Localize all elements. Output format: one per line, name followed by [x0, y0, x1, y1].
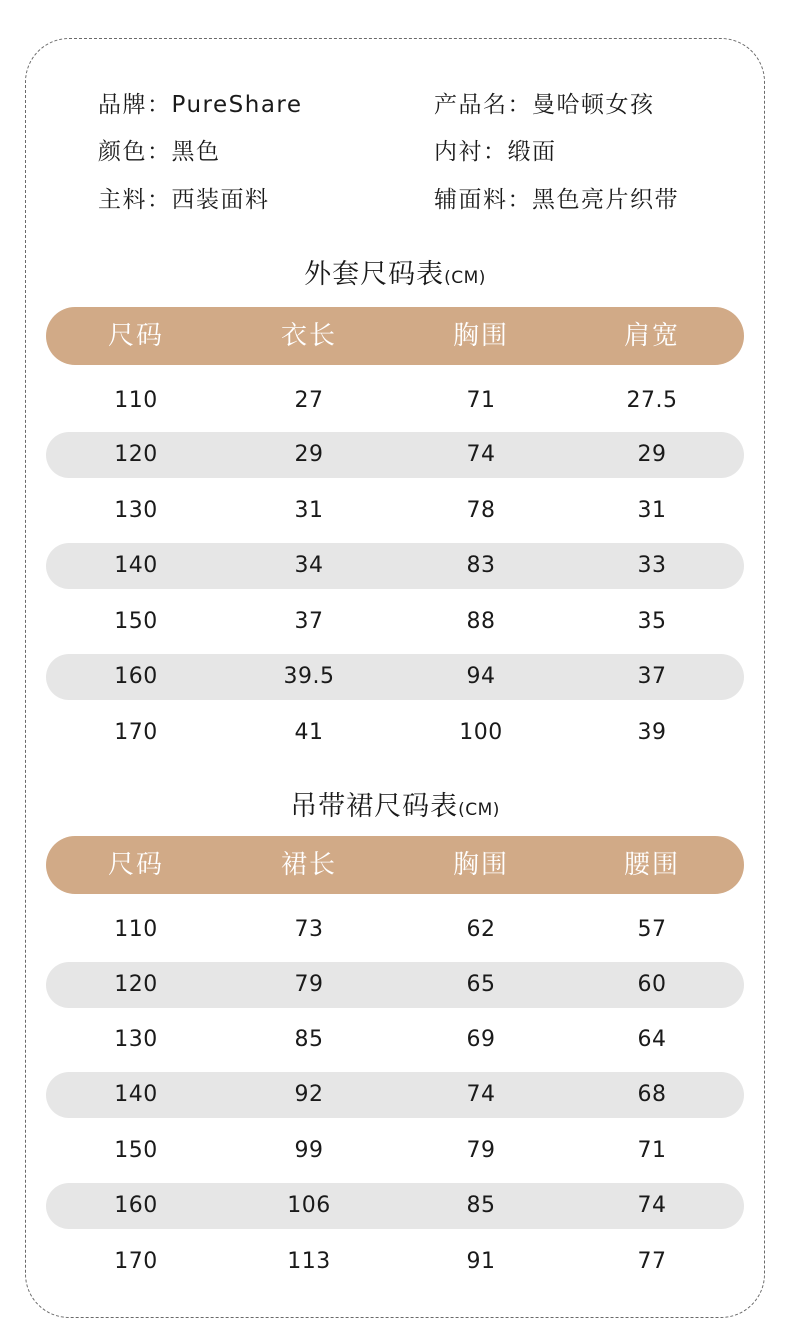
table-cell: 27.5 [626, 388, 678, 413]
main-fabric-label: 主料： [98, 187, 172, 213]
coat-header-size: 尺码 [107, 321, 164, 351]
table-cell: 64 [637, 1027, 667, 1052]
table-cell: 62 [466, 917, 496, 942]
color-value: 黑色 [171, 139, 221, 165]
table-cell: 120 [114, 442, 158, 467]
color-info [98, 135, 221, 169]
table-cell: 79 [466, 1138, 496, 1163]
dress-table-row [46, 1072, 744, 1118]
table-cell: 88 [466, 609, 496, 634]
table-cell: 130 [114, 498, 158, 523]
table-cell: 29 [294, 442, 324, 467]
table-cell: 106 [287, 1193, 331, 1218]
table-cell: 170 [114, 720, 158, 745]
info-row-brand [98, 88, 738, 122]
table-cell: 99 [294, 1138, 324, 1163]
table-cell: 68 [637, 1082, 667, 1107]
coat-table-row [46, 488, 744, 534]
table-cell: 73 [294, 917, 324, 942]
info-row-fabric [98, 183, 738, 217]
dress-header-size: 尺码 [107, 850, 164, 880]
table-cell: 78 [466, 498, 496, 523]
table-cell: 33 [637, 553, 667, 578]
table-cell: 110 [114, 388, 158, 413]
aux-fabric-label: 辅面料： [434, 187, 532, 213]
dress-table-header [46, 836, 744, 894]
table-cell: 150 [114, 1138, 158, 1163]
table-cell: 83 [466, 553, 496, 578]
table-cell: 77 [637, 1249, 667, 1274]
aux-fabric-info [434, 183, 679, 217]
table-cell: 74 [466, 442, 496, 467]
table-cell: 150 [114, 609, 158, 634]
dress-header-waist: 腰围 [623, 850, 680, 880]
table-cell: 37 [637, 664, 667, 689]
coat-header-chest: 胸围 [452, 321, 509, 351]
product-value: 曼哈顿女孩 [532, 92, 655, 118]
table-cell: 113 [287, 1249, 331, 1274]
table-cell: 39 [637, 720, 667, 745]
dress-title-unit: (CM) [458, 800, 500, 820]
coat-table-title [0, 252, 790, 291]
table-cell: 140 [114, 1082, 158, 1107]
main-fabric-info [98, 183, 270, 217]
table-cell: 31 [637, 498, 667, 523]
table-cell: 85 [294, 1027, 324, 1052]
table-cell: 140 [114, 553, 158, 578]
dress-table-row [46, 907, 744, 953]
coat-table-row [46, 432, 744, 478]
table-cell: 100 [459, 720, 503, 745]
table-cell: 29 [637, 442, 667, 467]
table-cell: 57 [637, 917, 667, 942]
dress-table-row [46, 1239, 744, 1285]
table-cell: 110 [114, 917, 158, 942]
table-cell: 74 [637, 1193, 667, 1218]
lining-value: 缎面 [507, 139, 557, 165]
coat-table-row [46, 710, 744, 756]
main-fabric-value: 西装面料 [171, 187, 270, 213]
dress-table-row [46, 962, 744, 1008]
coat-table-row [46, 654, 744, 700]
table-cell: 35 [637, 609, 667, 634]
table-cell: 34 [294, 553, 324, 578]
brand-value: PureShare [171, 92, 303, 118]
lining-info [434, 135, 557, 169]
coat-title-unit: (CM) [444, 268, 486, 288]
coat-table-row [46, 543, 744, 589]
table-cell: 65 [466, 972, 496, 997]
table-cell: 74 [466, 1082, 496, 1107]
table-cell: 120 [114, 972, 158, 997]
table-cell: 39.5 [283, 664, 335, 689]
table-cell: 37 [294, 609, 324, 634]
table-cell: 94 [466, 664, 496, 689]
table-cell: 79 [294, 972, 324, 997]
dress-table-title [0, 784, 790, 823]
table-cell: 170 [114, 1249, 158, 1274]
table-cell: 85 [466, 1193, 496, 1218]
table-cell: 160 [114, 664, 158, 689]
coat-header-shoulder: 肩宽 [623, 321, 680, 351]
color-label: 颜色： [98, 139, 172, 165]
brand-label: 品牌： [98, 92, 172, 118]
table-cell: 71 [466, 388, 496, 413]
coat-title-text: 外套尺码表 [304, 259, 445, 290]
product-label: 产品名： [434, 92, 532, 118]
dress-header-chest: 胸围 [452, 850, 509, 880]
table-cell: 160 [114, 1193, 158, 1218]
table-cell: 92 [294, 1082, 324, 1107]
coat-table-header [46, 307, 744, 365]
table-cell: 69 [466, 1027, 496, 1052]
table-cell: 60 [637, 972, 667, 997]
info-row-color [98, 135, 738, 169]
dress-title-text: 吊带裙尺码表 [290, 791, 459, 822]
table-cell: 31 [294, 498, 324, 523]
table-cell: 71 [637, 1138, 667, 1163]
dress-table-row [46, 1128, 744, 1174]
brand-info [98, 88, 303, 122]
table-cell: 41 [294, 720, 324, 745]
coat-table-row [46, 599, 744, 645]
coat-header-length: 衣长 [280, 321, 337, 351]
product-info-name [434, 88, 655, 122]
table-cell: 130 [114, 1027, 158, 1052]
dress-table-row [46, 1183, 744, 1229]
table-cell: 91 [466, 1249, 496, 1274]
dress-table-row [46, 1017, 744, 1063]
lining-label: 内衬： [434, 139, 508, 165]
table-cell: 27 [294, 388, 324, 413]
coat-table-row [46, 378, 744, 424]
aux-fabric-value: 黑色亮片织带 [532, 187, 679, 213]
dress-header-length: 裙长 [280, 850, 337, 880]
